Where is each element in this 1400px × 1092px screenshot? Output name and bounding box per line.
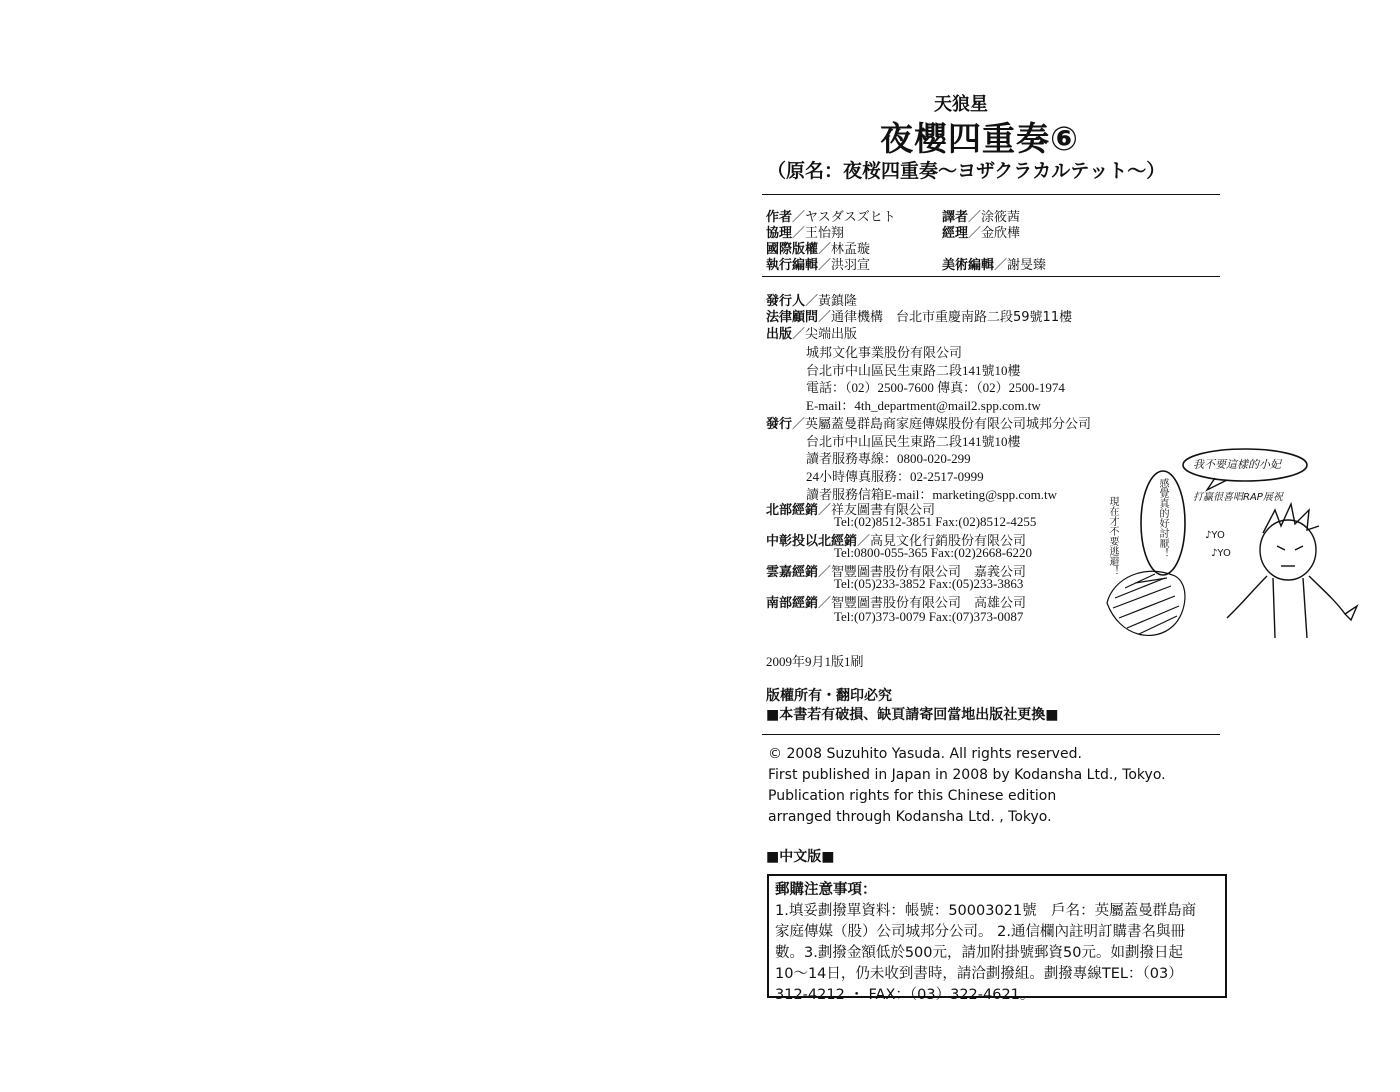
regional-label: 南部經銷: [766, 596, 819, 611]
legal-value: ／通律機構 台北市重慶南路二段59號11樓: [818, 310, 1073, 325]
doodle-vertical-text-2: 現在才不要逃避！: [1107, 496, 1118, 576]
pub-value: ／尖端出版: [792, 327, 858, 342]
pub-line: 城邦文化事業股份有限公司: [806, 345, 963, 360]
edition-date: 2009年9月1版1刷: [766, 654, 864, 669]
legal-label: 法律顧問: [766, 310, 819, 325]
regional-label: 中彰投以北經銷: [766, 534, 858, 549]
damage-notice: ■本書若有破損、缺頁請寄回當地出版社更換■: [766, 707, 1059, 723]
credit-value: ／ヤスダスズヒト: [792, 210, 896, 225]
pub-row: [766, 323, 857, 342]
copyright-line: Publication rights for this Chinese edition: [768, 788, 1057, 804]
dist-line: 24小時傳真服務：02-2517-0999: [806, 469, 984, 484]
credit-label: 執行編輯: [766, 258, 819, 273]
issuer-label: 發行人: [766, 294, 806, 309]
notice-line: 家庭傳媒（股）公司城邦分公司。 2.通信欄內註明訂購書名與冊: [775, 924, 1185, 940]
credit-label: 美術編輯: [942, 258, 995, 273]
notice-line: 1.填妥劃撥單資料：帳號：50003021號 戶名：英屬蓋曼群島商: [775, 903, 1197, 919]
book-title: 夜櫻四重奏⑥: [880, 119, 1079, 158]
regional-label: 北部經銷: [766, 503, 819, 518]
regional-contact: Tel:(07)373-0079 Fax:(07)373-0087: [834, 609, 1024, 624]
regional-contact: Tel:0800-055-365 Fax:(02)2668-6220: [834, 545, 1033, 560]
dist-row: [766, 413, 1091, 432]
dist-line: 讀者服務專線：0800-020-299: [806, 451, 971, 466]
pub-email: E-mail：4th_department@mail2.spp.com.tw: [806, 398, 1041, 413]
regional-value: ／高見文化行銷股份有限公司: [857, 534, 1027, 549]
notice-line: 數。3.劃撥金額低於500元，請加附掛號郵資50元。如劃撥日起: [775, 945, 1183, 961]
dist-label: 發行: [766, 417, 793, 432]
credit-label: 經理: [942, 226, 969, 241]
credit-value: ／金欣樺: [968, 226, 1021, 241]
copyright-line: arranged through Kodansha Ltd. , Tokyo.: [768, 809, 1052, 825]
doodle-caption: 打贏很喜唱RAP展祝: [1193, 492, 1283, 503]
doodle-vertical-text-1: 感覺真的好討厭！: [1157, 478, 1168, 558]
credit-label: 協理: [766, 226, 793, 241]
doodle-bubble-text: 我不要這樣的小妃: [1193, 458, 1281, 471]
notice-line: 10〜14日，仍未收到書時，請洽劃撥組。劃撥專線TEL：（03）: [775, 966, 1183, 982]
credit-label: 國際版權: [766, 242, 819, 257]
credit-row: [766, 254, 870, 273]
notice-line: 312-4212 ・ FAX：（03）322-4621。: [775, 987, 1035, 1003]
copyright-line: © 2008 Suzuhito Yasuda. All rights reserved.: [768, 746, 1082, 762]
regional-value: ／智豐圖書股份有限公司 嘉義公司: [818, 565, 1027, 580]
pub-label: 出版: [766, 327, 793, 342]
credit-row: [942, 254, 1046, 273]
credit-value: ／謝旻臻: [994, 258, 1047, 273]
regional-label: 雲嘉經銷: [766, 565, 819, 580]
divider-credits: [762, 276, 1220, 277]
credit-value: ／王怡翔: [792, 226, 845, 241]
regional-contact: Tel:(02)8512-3851 Fax:(02)8512-4255: [834, 514, 1037, 529]
notice-heading: 郵購注意事項：: [775, 882, 877, 898]
credit-value: ／林孟璇: [818, 242, 871, 257]
mail-order-notice: [767, 874, 1227, 1003]
dist-email: 讀者服務信箱E-mail：marketing@spp.com.tw: [806, 487, 1057, 502]
edition-label: ■中文版■: [766, 849, 835, 865]
pub-line: 電話：（02）2500-7600 傳真：（02）2500-1974: [806, 380, 1065, 395]
issuer-value: ／黃鎮隆: [805, 294, 858, 309]
rights-notice: 版權所有・翻印必究: [766, 688, 892, 704]
imprint: 天狼星: [934, 94, 988, 115]
regional-value: ／智豐圖書股份有限公司 高雄公司: [818, 596, 1027, 611]
regional-value: ／祥友圖書有限公司: [818, 503, 936, 518]
copyright-line: First published in Japan in 2008 by Kodansha Ltd., Tokyo.: [768, 767, 1166, 783]
pub-line: 台北市中山區民生東路二段141號10樓: [806, 363, 1021, 378]
original-title: （原名：夜桜四重奏〜ヨザクラカルテット〜）: [767, 160, 1166, 182]
credit-row: [942, 222, 1020, 241]
dist-value: ／英屬蓋曼群島商家庭傳媒股份有限公司城邦分公司: [792, 417, 1092, 432]
divider-top: [762, 194, 1220, 195]
divider-rights: [762, 734, 1220, 735]
credit-label: 作者: [766, 210, 793, 225]
doodle-sketch: [1095, 438, 1365, 658]
doodle-yo-1: ♪YO: [1205, 530, 1225, 541]
doodle-yo-2: ♪YO: [1211, 548, 1231, 559]
regional-contact: Tel:(05)233-3852 Fax:(05)233-3863: [834, 576, 1024, 591]
credit-value: ／洪羽宣: [818, 258, 871, 273]
credit-value: ／涂筱茜: [968, 210, 1021, 225]
credit-label: 譯者: [942, 210, 969, 225]
dist-line: 台北市中山區民生東路二段141號10樓: [806, 434, 1021, 449]
